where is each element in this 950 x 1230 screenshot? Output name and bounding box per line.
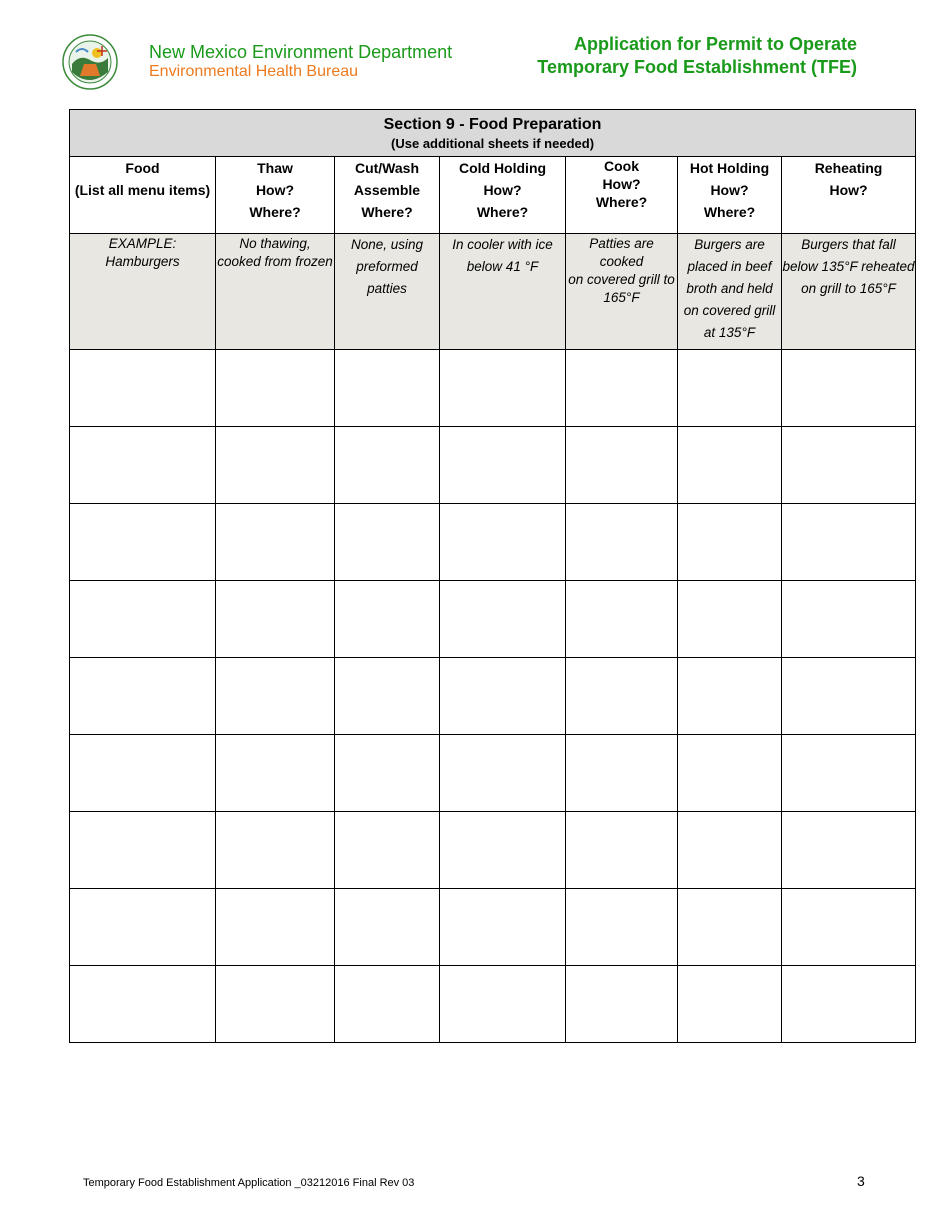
example-cell-4 (566, 234, 678, 350)
entry-cell[interactable] (678, 812, 782, 889)
entry-cell[interactable] (782, 812, 916, 889)
entry-cell[interactable] (678, 735, 782, 812)
table-row (70, 427, 916, 504)
example-cell-3 (440, 234, 566, 350)
entry-cell[interactable] (70, 812, 216, 889)
column-header-line: How? (255, 182, 295, 198)
entry-cell[interactable] (678, 504, 782, 581)
example-cell-6 (782, 234, 916, 350)
column-header-line: Food (125, 160, 160, 176)
entry-cell[interactable] (440, 812, 566, 889)
column-header-line: Cut/Wash (354, 160, 420, 176)
entry-cell[interactable] (216, 581, 335, 658)
bureau-name: Environmental Health Bureau (149, 63, 359, 80)
column-header-line: Where? (361, 204, 413, 220)
column-header-4 (566, 157, 678, 234)
example-cell-line: No thawing, (239, 236, 311, 251)
food-preparation-table (69, 109, 916, 1043)
entry-cell[interactable] (440, 966, 566, 1043)
column-header-3 (440, 157, 566, 234)
entry-cell[interactable] (782, 966, 916, 1043)
table-row (70, 735, 916, 812)
agency-block (149, 42, 452, 82)
entry-cell[interactable] (678, 581, 782, 658)
table-row (70, 350, 916, 427)
column-header-line: Cook (604, 158, 639, 174)
section-title: Section 9 - Food Preparation (383, 115, 602, 133)
table-row (70, 889, 916, 966)
entry-cell[interactable] (782, 581, 916, 658)
table-row (70, 812, 916, 889)
entry-cell[interactable] (440, 581, 566, 658)
entry-cell[interactable] (782, 658, 916, 735)
column-header-0 (70, 157, 216, 234)
example-cell-line: below 135°F reheated (782, 259, 915, 274)
entry-cell[interactable] (566, 504, 678, 581)
entry-cell[interactable] (440, 350, 566, 427)
table-row (70, 504, 916, 581)
example-cell-line: Burgers that fall (801, 237, 896, 252)
example-cell-line: Burgers are (694, 237, 765, 252)
entry-cell[interactable] (335, 889, 440, 966)
example-cell-1 (216, 234, 335, 350)
department-name: New Mexico Environment Department (149, 42, 453, 62)
entry-cell[interactable] (70, 581, 216, 658)
entry-cell[interactable] (70, 658, 216, 735)
document-title (537, 33, 857, 79)
example-cell-line: patties (367, 281, 407, 296)
column-header-line: Reheating (814, 160, 883, 176)
column-header-6 (782, 157, 916, 234)
column-header-line: How? (829, 182, 868, 198)
example-cell-line: on covered grill (683, 303, 776, 318)
column-header-line: How? (602, 176, 641, 192)
example-cell-line: cooked from frozen (217, 254, 333, 269)
entry-cell[interactable] (216, 966, 335, 1043)
example-cell-line: preformed (356, 259, 418, 274)
entry-cell[interactable] (566, 427, 678, 504)
section-subtitle: (Use additional sheets if needed) (391, 135, 595, 151)
title-line-1: Application for Permit to Operate (573, 34, 857, 54)
example-cell-line: In cooler with ice (452, 237, 553, 252)
column-header-5 (678, 157, 782, 234)
column-header-line: Where? (249, 204, 301, 220)
title-line-2: Temporary Food Establishment (TFE) (537, 57, 857, 77)
entry-cell[interactable] (335, 735, 440, 812)
entry-cell[interactable] (782, 350, 916, 427)
example-cell-line: on grill to 165°F (801, 281, 896, 296)
entry-cell[interactable] (678, 966, 782, 1043)
entry-cell[interactable] (216, 350, 335, 427)
entry-cell[interactable] (216, 504, 335, 581)
example-cell-0 (70, 234, 216, 350)
example-cell-line: None, using (350, 237, 424, 252)
column-header-line: How? (710, 182, 749, 198)
column-header-line: (List all menu items) (74, 182, 211, 198)
entry-cell[interactable] (782, 735, 916, 812)
column-header-line: Where? (703, 204, 756, 220)
column-header-line: Assemble (353, 182, 421, 198)
example-row (70, 234, 916, 350)
entry-cell[interactable] (70, 427, 216, 504)
entry-cell[interactable] (566, 658, 678, 735)
example-cell-line: EXAMPLE: (108, 236, 177, 251)
column-header-line: How? (483, 182, 522, 198)
table-row (70, 966, 916, 1043)
entry-cell[interactable] (70, 504, 216, 581)
example-cell-line: Patties are cooked (589, 236, 654, 269)
entry-cell[interactable] (782, 504, 916, 581)
table-row (70, 581, 916, 658)
column-header-line: Where? (595, 194, 648, 210)
entry-cell[interactable] (335, 812, 440, 889)
nmed-seal-logo (62, 34, 118, 90)
column-header-line: Cold Holding (458, 160, 547, 176)
entry-cell[interactable] (678, 889, 782, 966)
entry-cell[interactable] (335, 427, 440, 504)
entry-cell[interactable] (335, 504, 440, 581)
example-cell-line: at 135°F (703, 325, 756, 340)
example-cell-2 (335, 234, 440, 350)
entry-cell[interactable] (335, 581, 440, 658)
entry-cell[interactable] (216, 889, 335, 966)
example-cell-line: placed in beef (687, 259, 772, 274)
column-header-line: Hot Holding (689, 160, 770, 176)
entry-cell[interactable] (216, 427, 335, 504)
page-number: 3 (857, 1173, 865, 1189)
entry-cell[interactable] (70, 889, 216, 966)
entry-cell[interactable] (566, 812, 678, 889)
entry-cell[interactable] (335, 350, 440, 427)
entry-cell[interactable] (335, 658, 440, 735)
entry-cell[interactable] (678, 350, 782, 427)
entry-cell[interactable] (216, 812, 335, 889)
entry-cell[interactable] (782, 427, 916, 504)
column-header-1 (216, 157, 335, 234)
example-cell-line: on covered grill to (568, 272, 675, 287)
example-cell-line: 165°F (603, 290, 640, 305)
column-header-line: Thaw (257, 160, 293, 176)
entry-cell[interactable] (70, 966, 216, 1043)
entry-cell[interactable] (440, 889, 566, 966)
entry-cell[interactable] (566, 735, 678, 812)
entry-cell[interactable] (70, 350, 216, 427)
example-cell-line: below 41 °F (466, 259, 539, 274)
column-header-line: Where? (476, 204, 529, 220)
footer-document-id: Temporary Food Establishment Application _03212016 Final Rev 03 (83, 1177, 415, 1189)
entry-cell[interactable] (440, 427, 566, 504)
column-header-2 (335, 157, 440, 234)
section-header-cell (70, 110, 916, 157)
example-cell-5 (678, 234, 782, 350)
entry-cell[interactable] (216, 658, 335, 735)
section-header-row (70, 110, 916, 157)
entry-cell[interactable] (782, 889, 916, 966)
entry-cell[interactable] (440, 735, 566, 812)
entry-cell[interactable] (566, 889, 678, 966)
entry-cell[interactable] (678, 427, 782, 504)
entry-cell[interactable] (70, 735, 216, 812)
entry-cell[interactable] (335, 966, 440, 1043)
entry-cell[interactable] (440, 658, 566, 735)
entry-cell[interactable] (566, 350, 678, 427)
entry-cell[interactable] (440, 504, 566, 581)
entry-cell[interactable] (216, 735, 335, 812)
entry-cell[interactable] (566, 966, 678, 1043)
entry-cell[interactable] (678, 658, 782, 735)
entry-cell[interactable] (566, 581, 678, 658)
example-cell-line: broth and held (686, 281, 773, 296)
example-cell-line: Hamburgers (105, 254, 180, 269)
table-row (70, 658, 916, 735)
column-header-row (70, 157, 916, 234)
